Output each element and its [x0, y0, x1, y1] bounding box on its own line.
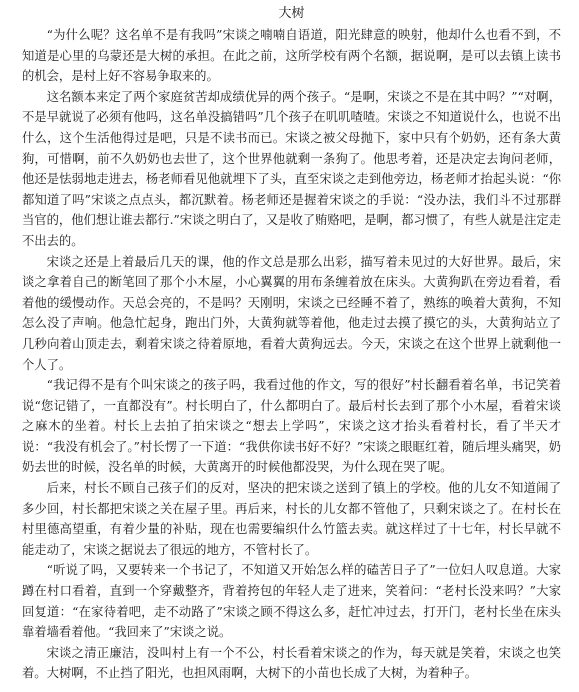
paragraph-2: 这名额本来定了两个家庭贫苦却成绩优异的两个孩子。“是啊，宋谈之不是在其中吗？”“对啊，不是早就说了必须有他吗，这名单没搞错吗”几个孩子在叽叽喳喳。宋谈之不知道说什么，也说不出什么，这个生活他得过是吧，只是不读书而已。宋谈之被父母抛下，家中只有个奶奶，还有条大黄狗，可惜啊，前不久奶奶也去世了，这个世界他就剩一条狗了。他思考着，还是决定去询问老师，他还是怯弱地走进去，杨老师看见他就埋下了头，直至宋谈之走到他旁边，杨老师才抬起头说：“你都知道了吗”宋谈之点点头，都沉默着。杨老师还是握着宋谈之的手说：“没办法，我们斗不过那群当官的，他们想让谁去都行.”宋谈之明白了，又是收了贿赂吧，是啊，都习惯了，有些人就是注定走不出去的。 — [22, 89, 561, 248]
paragraph-3: 宋谈之还是上着最后几天的课，他的作文总是那么出彩，描写着未见过的大好世界。最后，宋谈之拿着自己的断笔回了那个小木屋，小心翼翼的用布条缠着放在床头。大黄狗趴在旁边看着，看着他的缓慢动作。天总会亮的，不是吗？天刚明，宋谈之已经睡不着了，熟练的唤着大黄狗，不知怎么没了声响。他急忙起身，跑出门外，大黄狗就等着他，他走过去摸了摸它的头，大黄狗站立了几秒向着山顶走去，剩着宋谈之待着原地，看着大黄狗远去。今天，宋谈之在这个世界上就剩他一个人了。 — [22, 254, 561, 372]
paragraph-7: 宋谈之清正廉洁，没叫村上有一个不公，村长看着宋谈之的作为，每天就是笑着，宋谈之也笑着。大树啊，不止挡了阳光，也担风雨啊，大树下的小苗也长成了大树，为着种子。 — [22, 645, 561, 681]
paragraph-4: “我记得不是有个叫宋谈之的孩子吗，我看过他的作文，写的很好”村长翻看着名单，书记笑着说“您记错了，一直都没有”。村长明白了，什么都明白了。最后村长去到了那个小木屋，看着宋谈之麻木的坐着。村长上去拍了拍宋谈之“想去上学吗”，宋谈之这才抬头看着村长，看了半天才说：“我没有机会了。”村长愣了一下道：“我供你读书好不好？”宋谈之眼眶红着，随后埋头痛哭，奶奶去世的时候，没名单的时候，大黄离开的时候他都没哭，为什么现在哭了呢。 — [22, 378, 561, 475]
paragraph-1: “为什么呢？这名单不是有我吗”宋谈之喃喃自语道，阳光肆意的映射，他却什么也看不到，不知道是心里的乌蒙还是大树的承担。在此之前，这所学校有两个名额，据说啊，是可以去镇上读书的机会，是村上好不容易争取来的。 — [22, 28, 561, 84]
document-title: 大树 — [278, 6, 305, 21]
paragraph-6: “听说了吗，又要转来一个书记了，不知道又开始怎么样的磕苦日子了”一位妇人叹息道。大家蹲在村口看着，直到一个穿戴整齐，背着挎包的年轻人走了进来，笑着问：“老村长没来吗？”大家回复道：“在家待着吧，走不动路了”宋谈之顾不得这么多，赶忙冲过去，打开门，老村长坐在床头靠着墙看着他。“我回来了”宋谈之说。 — [22, 563, 561, 640]
paragraph-5: 后来，村长不顾自己孩子们的反对，坚决的把宋谈之送到了镇上的学校。他的儿女不知道闹了多少回，村长都把宋谈之关在屋子里。再后来，村长的儿女都不管他了，只剩宋谈之了。在村长在村里德高望重，有着少量的补贴，现在也需要编织什么竹篮去卖。就这样过了十七年，村长早就不能走动了，宋谈之据说去了很远的地方，不管村长了。 — [22, 481, 561, 557]
